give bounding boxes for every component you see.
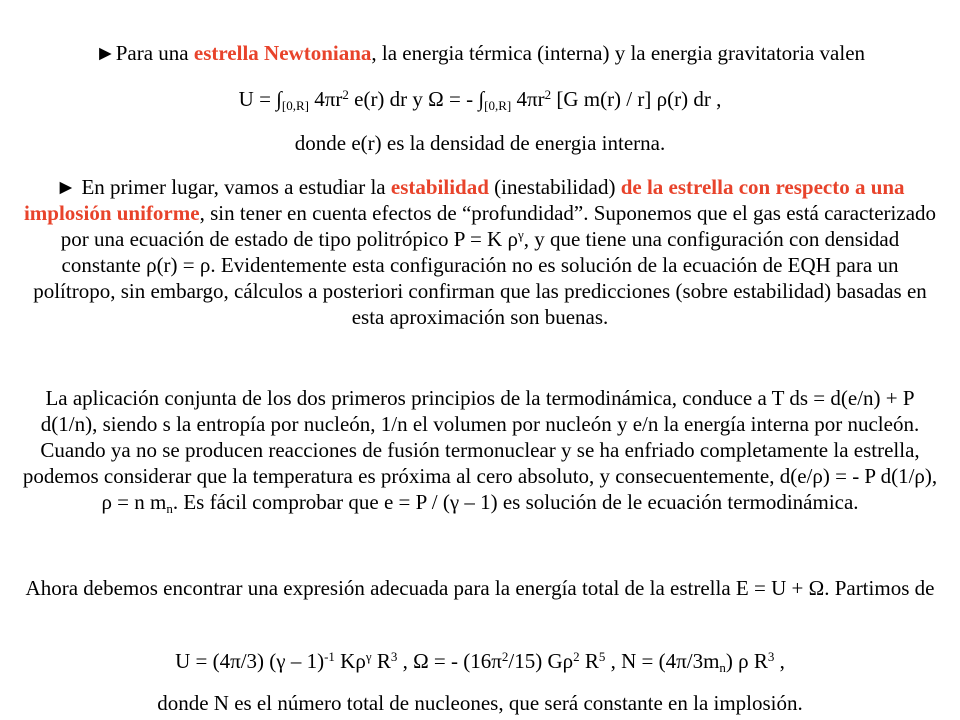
equation-total-energy [20, 648, 940, 674]
stability-text-pre: ► En primer lugar, vamos a estudiar la [55, 175, 391, 199]
highlight-uniform-implosion: de la estrella con respecto a una implosión uniforme [23, 175, 905, 225]
highlight-stability: estabilidad [390, 175, 489, 199]
stability-text-mid: (inestabilidad) [488, 175, 621, 199]
eq1-sup-square-1: 2 [342, 87, 349, 102]
stability-text-rest-1: , sin tener en cuenta efectos de “profundidad”. Suponemos que el gas está caracterizado por una ecuación de estado de tipo politrópico P = K ρ [60, 201, 937, 251]
thermo-text-a: La aplicación conjunta de los dos primeros principios de la termodinámica, conduce a T ds = d(e/n) + P d(1/n), siendo s la entropía por nucleón, 1/n el volumen por nucleón y e/n la energía interna por nucleón. Cuando ya no se producen reacciones de fusión termonuclear y se ha enfriado completamente la estrella, podemos considerar que la temperatura es próxima al cero absoluto, y consecuentemente, d(e/ρ) = - P d(1/ρ), ρ = n m [22, 386, 938, 514]
eq2-part-c: R [371, 649, 391, 673]
energy-paragraph: Ahora debemos encontrar una expresión adecuada para la energía total de la estrella E = U + Ω. Partimos de [25, 576, 935, 600]
stability-text-rest-2: , y que tiene una configuración con densidad constante ρ(r) = ρ. Evidentemente esta configuración no es solución de la ecuación de EQH para un polítropo, sin embargo, cálculos a posteriori confirman que las predicciones (sobre estabilidad) basadas en esta aproximación son buenas. [33, 227, 927, 329]
eq2-part-g: , N = (4π/3m [605, 649, 720, 673]
eq1-part-c: e(r) dr y Ω = - ∫ [348, 87, 485, 111]
highlight-newtonian-star: estrella Newtoniana [193, 41, 372, 65]
eq2-part-b: Kρ [334, 649, 366, 673]
bullet-icon: ► [94, 41, 116, 65]
intro-text-post: , la energia térmica (interna) y la energia gravitatoria valen [371, 41, 866, 65]
intro-paragraph [20, 40, 940, 66]
eq2-part-a: U = (4π/3) (γ – 1) [175, 649, 325, 673]
eq2-part-f: R [579, 649, 599, 673]
eq2-sup-three-a: 3 [390, 649, 398, 664]
final-note: donde N es el número total de nucleones, que será constante en la implosión. [157, 691, 803, 715]
eq1-part-d: 4πr [511, 87, 545, 111]
eq2-sup-three-b: 3 [767, 649, 775, 664]
eq2-part-e: /15) Gρ [508, 649, 574, 673]
thermo-text-b: . Es fácil comprobar que e = P / (γ – 1) es solución de le ecuación termodinámica. [172, 490, 859, 514]
eq2-sup-gamma: γ [365, 649, 372, 664]
thermodynamics-paragraph [20, 385, 940, 515]
eq1-sub-interval-2: [0,R] [484, 98, 512, 113]
eq1-part-e: [G m(r) / r] ρ(r) dr , [551, 87, 722, 111]
eq2-sup-minus-one: -1 [324, 649, 335, 664]
eq2-sup-two-b: 2 [573, 649, 580, 664]
eq2-part-h: ) ρ R [725, 649, 768, 673]
eq2-sup-two-a: 2 [501, 649, 509, 664]
equation-energies [20, 86, 940, 112]
stability-paragraph [20, 174, 940, 330]
intro-text-pre: Para una [115, 41, 194, 65]
eq1-part-a: U = ∫ [238, 87, 282, 111]
eq2-part-d: , Ω = - (16π [397, 649, 502, 673]
equation-note: donde e(r) es la densidad de energia interna. [294, 131, 666, 155]
eq2-part-i: , [774, 649, 785, 673]
thermo-sub-n: n [166, 501, 173, 516]
eq2-sup-five: 5 [598, 649, 606, 664]
eq1-part-b: 4πr [309, 87, 343, 111]
eq1-sub-interval-1: [0,R] [281, 98, 310, 113]
eq1-sup-square-2: 2 [544, 87, 552, 102]
eq2-sub-n: n [719, 660, 726, 675]
gamma-superscript: γ [517, 227, 524, 242]
